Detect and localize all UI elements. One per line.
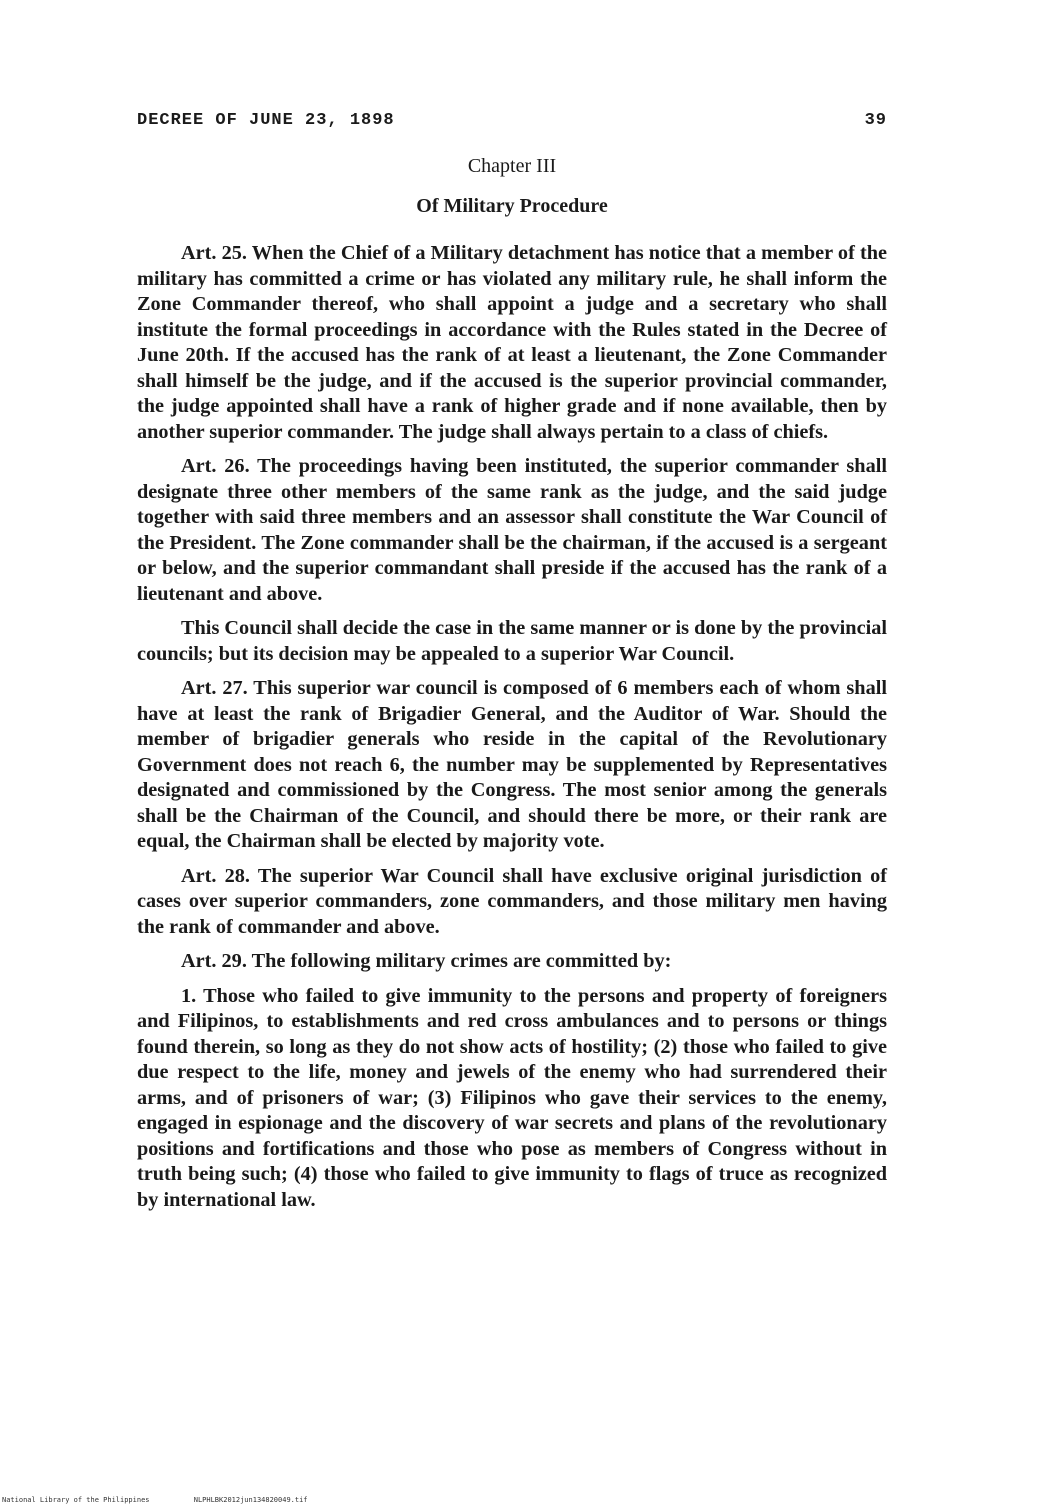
scan-footer bbox=[2, 1496, 348, 1504]
paragraph-art-25: Art. 25. When the Chief of a Military detachment has notice that a member of the military has committed a crime or has violated any military rule, he shall inform the Zone Commander thereof, who shall appoint a judge and a secretary who shall institute the formal proceedings in accordance with the Rules stated in the Decree of June 20th. If the accused has the rank of at least a lieutenant, the Zone Commander shall himself be the judge, and if the accused is the superior provincial commander, the judge appointed shall have a rank of higher grade and if none available, then by another superior commander. The judge shall always pertain to a class of chiefs. bbox=[137, 242, 887, 443]
footer-library: National Library of the Philippines bbox=[2, 1496, 150, 1504]
running-title: DECREE OF JUNE 23, 1898 bbox=[137, 111, 395, 130]
chapter-number: Chapter III bbox=[467, 155, 557, 177]
paragraph-council-decision: This Council shall decide the case in the same manner or is done by the provincial councils; but its decision may be appealed to a superior War Council. bbox=[137, 617, 887, 665]
paragraph-art-27: Art. 27. This superior war council is composed of 6 members each of whom shall have at least the rank of Brigadier General, and the Auditor of War. Should the member of brigadier generals who reside in the capital of the Revolutionary Government does not reach 6, the number may be supplemented by Representatives designated and commissioned by the Congress. The most senior among the generals shall be the Chairman of the Council, and should there be more, or their rank are equal, the Chairman shall be elected by majority vote. bbox=[137, 677, 887, 852]
paragraph-crimes-list: 1. Those who failed to give immunity to the persons and property of foreigners and Filipinos, to establishments and red cross ambulances and to persons or things found therein, so long as they do not show acts of hostility; (2) those who failed to give due respect to the life, money and jewels of the enemy who had surrendered their arms, and of prisoners of war; (3) Filipinos who gave their services to the enemy, engaged in espionage and the discovery of war secrets and plans of the revolutionary positions and fortifications and those who pose as members of Congress without in truth being such; (4) those who failed to give immunity to flags of truce as recognized by international law. bbox=[137, 984, 887, 1211]
paragraph-art-26: Art. 26. The proceedings having been instituted, the superior commander shall designate three other members of the same rank as the judge, and the said judge together with said three members and an assessor shall constitute the War Council of the President. The Zone commander shall be the chairman, if the accused is a sergeant or below, and the superior commandant shall preside if the accused has the rank of a lieutenant and above. bbox=[137, 455, 887, 605]
paragraph-art-29: Art. 29. The following military crimes are committed by: bbox=[181, 950, 672, 972]
paragraph-art-28: Art. 28. The superior War Council shall have exclusive original jurisdiction of cases over superior commanders, zone commanders, and those military men having the rank of commander and above. bbox=[137, 864, 887, 938]
page-number: 39 bbox=[864, 111, 887, 130]
body-text bbox=[137, 241, 887, 1222]
footer-file-id: NLPHLBK2012jun134820049.tif bbox=[193, 1496, 308, 1504]
chapter-title: Of Military Procedure bbox=[416, 195, 608, 217]
